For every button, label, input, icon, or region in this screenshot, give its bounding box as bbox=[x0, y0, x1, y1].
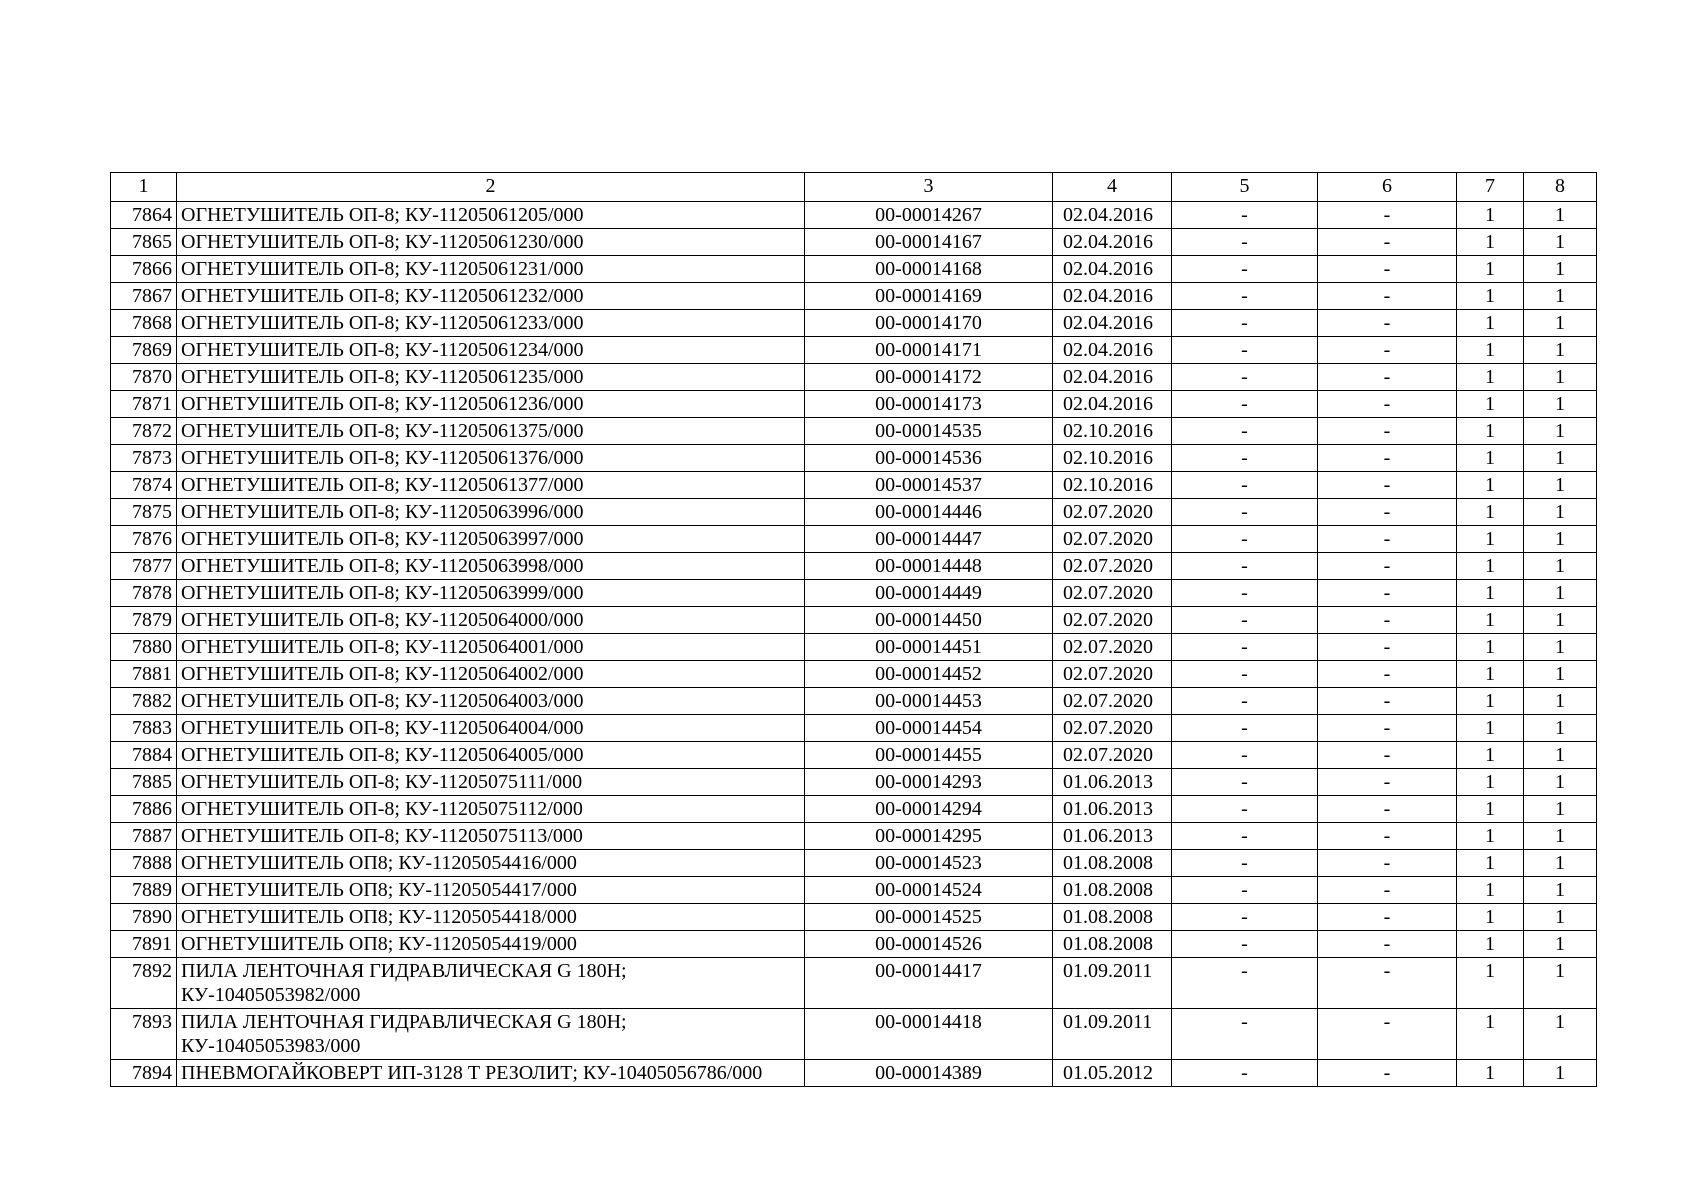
date-cell: 01.08.2008 bbox=[1053, 850, 1172, 877]
column-6-cell: - bbox=[1318, 418, 1457, 445]
column-7-cell: 1 bbox=[1457, 958, 1524, 1009]
row-number-cell: 7884 bbox=[111, 742, 177, 769]
table-row bbox=[111, 715, 1597, 742]
item-name-cell: ОГНЕТУШИТЕЛЬ ОП-8; КУ-11205063998/000 bbox=[177, 553, 805, 580]
table-header-row bbox=[111, 173, 1597, 202]
column-5-cell: - bbox=[1172, 1060, 1318, 1087]
inventory-number-cell: 00-00014417 bbox=[805, 958, 1053, 1009]
item-name-cell: ОГНЕТУШИТЕЛЬ ОП-8; КУ-11205061376/000 bbox=[177, 445, 805, 472]
column-header: 7 bbox=[1457, 173, 1524, 202]
column-7-cell: 1 bbox=[1457, 364, 1524, 391]
date-cell: 02.04.2016 bbox=[1053, 256, 1172, 283]
table-row bbox=[111, 607, 1597, 634]
item-name-cell: ОГНЕТУШИТЕЛЬ ОП8; КУ-11205054416/000 bbox=[177, 850, 805, 877]
table-row bbox=[111, 904, 1597, 931]
column-header: 6 bbox=[1318, 173, 1457, 202]
column-6-cell: - bbox=[1318, 337, 1457, 364]
column-5-cell: - bbox=[1172, 715, 1318, 742]
table-row bbox=[111, 877, 1597, 904]
date-cell: 02.04.2016 bbox=[1053, 283, 1172, 310]
table-row bbox=[111, 796, 1597, 823]
table-row bbox=[111, 202, 1597, 229]
inventory-number-cell: 00-00014450 bbox=[805, 607, 1053, 634]
column-8-cell: 1 bbox=[1524, 472, 1597, 499]
date-cell: 02.07.2020 bbox=[1053, 661, 1172, 688]
column-6-cell: - bbox=[1318, 931, 1457, 958]
column-7-cell: 1 bbox=[1457, 526, 1524, 553]
date-cell: 02.04.2016 bbox=[1053, 364, 1172, 391]
column-7-cell: 1 bbox=[1457, 796, 1524, 823]
inventory-number-cell: 00-00014454 bbox=[805, 715, 1053, 742]
table-row bbox=[111, 742, 1597, 769]
table-row bbox=[111, 283, 1597, 310]
item-name-cell: ОГНЕТУШИТЕЛЬ ОП-8; КУ-11205063997/000 bbox=[177, 526, 805, 553]
column-8-cell: 1 bbox=[1524, 526, 1597, 553]
column-6-cell: - bbox=[1318, 1009, 1457, 1060]
item-name-cell: ОГНЕТУШИТЕЛЬ ОП-8; КУ-11205061236/000 bbox=[177, 391, 805, 418]
date-cell: 02.07.2020 bbox=[1053, 607, 1172, 634]
column-6-cell: - bbox=[1318, 526, 1457, 553]
inventory-number-cell: 00-00014452 bbox=[805, 661, 1053, 688]
column-8-cell: 1 bbox=[1524, 364, 1597, 391]
column-8-cell: 1 bbox=[1524, 418, 1597, 445]
item-name-cell: ОГНЕТУШИТЕЛЬ ОП-8; КУ-11205075112/000 bbox=[177, 796, 805, 823]
date-cell: 02.04.2016 bbox=[1053, 202, 1172, 229]
column-5-cell: - bbox=[1172, 850, 1318, 877]
row-number-cell: 7874 bbox=[111, 472, 177, 499]
date-cell: 02.07.2020 bbox=[1053, 715, 1172, 742]
column-5-cell: - bbox=[1172, 742, 1318, 769]
column-5-cell: - bbox=[1172, 202, 1318, 229]
item-name-cell: ОГНЕТУШИТЕЛЬ ОП8; КУ-11205054417/000 bbox=[177, 877, 805, 904]
table-row bbox=[111, 499, 1597, 526]
row-number-cell: 7889 bbox=[111, 877, 177, 904]
table-row bbox=[111, 526, 1597, 553]
inventory-number-cell: 00-00014523 bbox=[805, 850, 1053, 877]
inventory-number-cell: 00-00014535 bbox=[805, 418, 1053, 445]
row-number-cell: 7891 bbox=[111, 931, 177, 958]
column-5-cell: - bbox=[1172, 607, 1318, 634]
column-6-cell: - bbox=[1318, 283, 1457, 310]
column-5-cell: - bbox=[1172, 877, 1318, 904]
column-7-cell: 1 bbox=[1457, 337, 1524, 364]
column-5-cell: - bbox=[1172, 553, 1318, 580]
inventory-number-cell: 00-00014449 bbox=[805, 580, 1053, 607]
column-6-cell: - bbox=[1318, 472, 1457, 499]
item-name-cell: ОГНЕТУШИТЕЛЬ ОП-8; КУ-11205061231/000 bbox=[177, 256, 805, 283]
date-cell: 02.07.2020 bbox=[1053, 634, 1172, 661]
date-cell: 02.04.2016 bbox=[1053, 391, 1172, 418]
column-7-cell: 1 bbox=[1457, 445, 1524, 472]
item-name-cell: ОГНЕТУШИТЕЛЬ ОП-8; КУ-11205064003/000 bbox=[177, 688, 805, 715]
column-8-cell: 1 bbox=[1524, 202, 1597, 229]
item-name-cell: ОГНЕТУШИТЕЛЬ ОП-8; КУ-11205061205/000 bbox=[177, 202, 805, 229]
item-name-cell: ОГНЕТУШИТЕЛЬ ОП-8; КУ-11205061230/000 bbox=[177, 229, 805, 256]
column-5-cell: - bbox=[1172, 418, 1318, 445]
table-row bbox=[111, 472, 1597, 499]
item-name-cell: ОГНЕТУШИТЕЛЬ ОП-8; КУ-11205075113/000 bbox=[177, 823, 805, 850]
row-number-cell: 7893 bbox=[111, 1009, 177, 1060]
inventory-number-cell: 00-00014170 bbox=[805, 310, 1053, 337]
row-number-cell: 7866 bbox=[111, 256, 177, 283]
column-5-cell: - bbox=[1172, 931, 1318, 958]
table-row bbox=[111, 958, 1597, 1009]
inventory-number-cell: 00-00014453 bbox=[805, 688, 1053, 715]
column-7-cell: 1 bbox=[1457, 688, 1524, 715]
inventory-number-cell: 00-00014448 bbox=[805, 553, 1053, 580]
column-7-cell: 1 bbox=[1457, 229, 1524, 256]
column-5-cell: - bbox=[1172, 526, 1318, 553]
table-row bbox=[111, 256, 1597, 283]
inventory-number-cell: 00-00014526 bbox=[805, 931, 1053, 958]
item-name-cell: ПИЛА ЛЕНТОЧНАЯ ГИДРАВЛИЧЕСКАЯ G 180H; КУ-10405053983/000 bbox=[177, 1009, 805, 1060]
column-7-cell: 1 bbox=[1457, 310, 1524, 337]
inventory-number-cell: 00-00014294 bbox=[805, 796, 1053, 823]
column-6-cell: - bbox=[1318, 229, 1457, 256]
item-name-cell: ОГНЕТУШИТЕЛЬ ОП-8; КУ-11205061234/000 bbox=[177, 337, 805, 364]
column-7-cell: 1 bbox=[1457, 850, 1524, 877]
column-7-cell: 1 bbox=[1457, 1060, 1524, 1087]
column-6-cell: - bbox=[1318, 823, 1457, 850]
date-cell: 01.09.2011 bbox=[1053, 1009, 1172, 1060]
date-cell: 01.08.2008 bbox=[1053, 904, 1172, 931]
item-name-cell: ОГНЕТУШИТЕЛЬ ОП-8; КУ-11205061375/000 bbox=[177, 418, 805, 445]
table-row bbox=[111, 661, 1597, 688]
item-name-cell: ОГНЕТУШИТЕЛЬ ОП-8; КУ-11205064002/000 bbox=[177, 661, 805, 688]
inventory-number-cell: 00-00014524 bbox=[805, 877, 1053, 904]
column-7-cell: 1 bbox=[1457, 715, 1524, 742]
column-7-cell: 1 bbox=[1457, 634, 1524, 661]
column-6-cell: - bbox=[1318, 256, 1457, 283]
column-8-cell: 1 bbox=[1524, 607, 1597, 634]
row-number-cell: 7886 bbox=[111, 796, 177, 823]
inventory-number-cell: 00-00014418 bbox=[805, 1009, 1053, 1060]
column-6-cell: - bbox=[1318, 310, 1457, 337]
row-number-cell: 7879 bbox=[111, 607, 177, 634]
column-5-cell: - bbox=[1172, 580, 1318, 607]
column-header: 3 bbox=[805, 173, 1053, 202]
table-row bbox=[111, 310, 1597, 337]
column-7-cell: 1 bbox=[1457, 1009, 1524, 1060]
column-8-cell: 1 bbox=[1524, 1009, 1597, 1060]
table-row bbox=[111, 634, 1597, 661]
column-6-cell: - bbox=[1318, 553, 1457, 580]
item-name-cell: ОГНЕТУШИТЕЛЬ ОП-8; КУ-11205064000/000 bbox=[177, 607, 805, 634]
table-row bbox=[111, 931, 1597, 958]
column-6-cell: - bbox=[1318, 742, 1457, 769]
inventory-number-cell: 00-00014167 bbox=[805, 229, 1053, 256]
column-8-cell: 1 bbox=[1524, 742, 1597, 769]
date-cell: 02.10.2016 bbox=[1053, 445, 1172, 472]
item-name-cell: ПИЛА ЛЕНТОЧНАЯ ГИДРАВЛИЧЕСКАЯ G 180H; КУ-10405053982/000 bbox=[177, 958, 805, 1009]
column-8-cell: 1 bbox=[1524, 769, 1597, 796]
date-cell: 02.04.2016 bbox=[1053, 310, 1172, 337]
inventory-number-cell: 00-00014537 bbox=[805, 472, 1053, 499]
inventory-number-cell: 00-00014267 bbox=[805, 202, 1053, 229]
column-5-cell: - bbox=[1172, 661, 1318, 688]
column-5-cell: - bbox=[1172, 472, 1318, 499]
column-5-cell: - bbox=[1172, 796, 1318, 823]
table-row bbox=[111, 445, 1597, 472]
row-number-cell: 7871 bbox=[111, 391, 177, 418]
column-7-cell: 1 bbox=[1457, 607, 1524, 634]
date-cell: 01.09.2011 bbox=[1053, 958, 1172, 1009]
row-number-cell: 7894 bbox=[111, 1060, 177, 1087]
item-name-cell: ОГНЕТУШИТЕЛЬ ОП-8; КУ-11205061233/000 bbox=[177, 310, 805, 337]
column-8-cell: 1 bbox=[1524, 850, 1597, 877]
date-cell: 01.06.2013 bbox=[1053, 823, 1172, 850]
column-8-cell: 1 bbox=[1524, 445, 1597, 472]
date-cell: 01.08.2008 bbox=[1053, 931, 1172, 958]
inventory-number-cell: 00-00014455 bbox=[805, 742, 1053, 769]
row-number-cell: 7892 bbox=[111, 958, 177, 1009]
row-number-cell: 7865 bbox=[111, 229, 177, 256]
row-number-cell: 7887 bbox=[111, 823, 177, 850]
column-6-cell: - bbox=[1318, 877, 1457, 904]
column-7-cell: 1 bbox=[1457, 256, 1524, 283]
column-7-cell: 1 bbox=[1457, 472, 1524, 499]
date-cell: 01.05.2012 bbox=[1053, 1060, 1172, 1087]
inventory-number-cell: 00-00014173 bbox=[805, 391, 1053, 418]
item-name-cell: ПНЕВМОГАЙКОВЕРТ ИП-3128 Т РЕЗОЛИТ; КУ-10405056786/000 bbox=[177, 1060, 805, 1087]
column-8-cell: 1 bbox=[1524, 283, 1597, 310]
item-name-cell: ОГНЕТУШИТЕЛЬ ОП-8; КУ-11205064005/000 bbox=[177, 742, 805, 769]
row-number-cell: 7881 bbox=[111, 661, 177, 688]
table-row bbox=[111, 850, 1597, 877]
table-row bbox=[111, 391, 1597, 418]
table-body bbox=[111, 173, 1597, 1087]
column-7-cell: 1 bbox=[1457, 418, 1524, 445]
column-6-cell: - bbox=[1318, 661, 1457, 688]
row-number-cell: 7888 bbox=[111, 850, 177, 877]
item-name-cell: ОГНЕТУШИТЕЛЬ ОП-8; КУ-11205075111/000 bbox=[177, 769, 805, 796]
date-cell: 01.06.2013 bbox=[1053, 796, 1172, 823]
column-6-cell: - bbox=[1318, 202, 1457, 229]
column-5-cell: - bbox=[1172, 688, 1318, 715]
row-number-cell: 7883 bbox=[111, 715, 177, 742]
row-number-cell: 7885 bbox=[111, 769, 177, 796]
column-6-cell: - bbox=[1318, 445, 1457, 472]
column-6-cell: - bbox=[1318, 634, 1457, 661]
date-cell: 02.07.2020 bbox=[1053, 580, 1172, 607]
date-cell: 02.07.2020 bbox=[1053, 688, 1172, 715]
item-name-cell: ОГНЕТУШИТЕЛЬ ОП-8; КУ-11205061235/000 bbox=[177, 364, 805, 391]
date-cell: 02.10.2016 bbox=[1053, 472, 1172, 499]
item-name-cell: ОГНЕТУШИТЕЛЬ ОП-8; КУ-11205064001/000 bbox=[177, 634, 805, 661]
column-6-cell: - bbox=[1318, 796, 1457, 823]
column-8-cell: 1 bbox=[1524, 553, 1597, 580]
column-7-cell: 1 bbox=[1457, 742, 1524, 769]
column-5-cell: - bbox=[1172, 364, 1318, 391]
date-cell: 02.04.2016 bbox=[1053, 229, 1172, 256]
row-number-cell: 7867 bbox=[111, 283, 177, 310]
column-5-cell: - bbox=[1172, 445, 1318, 472]
column-6-cell: - bbox=[1318, 958, 1457, 1009]
date-cell: 02.07.2020 bbox=[1053, 526, 1172, 553]
column-header: 4 bbox=[1053, 173, 1172, 202]
table-row bbox=[111, 688, 1597, 715]
column-header: 2 bbox=[177, 173, 805, 202]
column-6-cell: - bbox=[1318, 769, 1457, 796]
column-5-cell: - bbox=[1172, 229, 1318, 256]
column-8-cell: 1 bbox=[1524, 391, 1597, 418]
column-6-cell: - bbox=[1318, 391, 1457, 418]
inventory-number-cell: 00-00014169 bbox=[805, 283, 1053, 310]
column-7-cell: 1 bbox=[1457, 499, 1524, 526]
row-number-cell: 7873 bbox=[111, 445, 177, 472]
column-6-cell: - bbox=[1318, 1060, 1457, 1087]
column-8-cell: 1 bbox=[1524, 256, 1597, 283]
item-name-cell: ОГНЕТУШИТЕЛЬ ОП8; КУ-11205054418/000 bbox=[177, 904, 805, 931]
date-cell: 02.07.2020 bbox=[1053, 499, 1172, 526]
item-name-cell: ОГНЕТУШИТЕЛЬ ОП-8; КУ-11205064004/000 bbox=[177, 715, 805, 742]
column-7-cell: 1 bbox=[1457, 823, 1524, 850]
column-7-cell: 1 bbox=[1457, 580, 1524, 607]
column-5-cell: - bbox=[1172, 310, 1318, 337]
inventory-number-cell: 00-00014536 bbox=[805, 445, 1053, 472]
inventory-number-cell: 00-00014293 bbox=[805, 769, 1053, 796]
inventory-number-cell: 00-00014525 bbox=[805, 904, 1053, 931]
table-row bbox=[111, 364, 1597, 391]
column-7-cell: 1 bbox=[1457, 877, 1524, 904]
column-5-cell: - bbox=[1172, 499, 1318, 526]
table-row bbox=[111, 1009, 1597, 1060]
column-8-cell: 1 bbox=[1524, 688, 1597, 715]
row-number-cell: 7878 bbox=[111, 580, 177, 607]
column-8-cell: 1 bbox=[1524, 580, 1597, 607]
column-8-cell: 1 bbox=[1524, 877, 1597, 904]
inventory-number-cell: 00-00014447 bbox=[805, 526, 1053, 553]
row-number-cell: 7870 bbox=[111, 364, 177, 391]
date-cell: 02.07.2020 bbox=[1053, 742, 1172, 769]
column-6-cell: - bbox=[1318, 904, 1457, 931]
column-8-cell: 1 bbox=[1524, 715, 1597, 742]
column-5-cell: - bbox=[1172, 1009, 1318, 1060]
column-6-cell: - bbox=[1318, 580, 1457, 607]
inventory-number-cell: 00-00014171 bbox=[805, 337, 1053, 364]
item-name-cell: ОГНЕТУШИТЕЛЬ ОП-8; КУ-11205063999/000 bbox=[177, 580, 805, 607]
row-number-cell: 7890 bbox=[111, 904, 177, 931]
column-8-cell: 1 bbox=[1524, 931, 1597, 958]
date-cell: 02.07.2020 bbox=[1053, 553, 1172, 580]
inventory-number-cell: 00-00014451 bbox=[805, 634, 1053, 661]
table-row bbox=[111, 418, 1597, 445]
item-name-cell: ОГНЕТУШИТЕЛЬ ОП-8; КУ-11205061232/000 bbox=[177, 283, 805, 310]
column-7-cell: 1 bbox=[1457, 553, 1524, 580]
table-row bbox=[111, 1060, 1597, 1087]
column-header: 1 bbox=[111, 173, 177, 202]
row-number-cell: 7868 bbox=[111, 310, 177, 337]
table-row bbox=[111, 553, 1597, 580]
row-number-cell: 7876 bbox=[111, 526, 177, 553]
column-5-cell: - bbox=[1172, 391, 1318, 418]
date-cell: 01.08.2008 bbox=[1053, 877, 1172, 904]
column-5-cell: - bbox=[1172, 904, 1318, 931]
row-number-cell: 7882 bbox=[111, 688, 177, 715]
column-7-cell: 1 bbox=[1457, 931, 1524, 958]
column-7-cell: 1 bbox=[1457, 904, 1524, 931]
column-5-cell: - bbox=[1172, 337, 1318, 364]
column-8-cell: 1 bbox=[1524, 958, 1597, 1009]
item-name-cell: ОГНЕТУШИТЕЛЬ ОП8; КУ-11205054419/000 bbox=[177, 931, 805, 958]
column-6-cell: - bbox=[1318, 850, 1457, 877]
table-row bbox=[111, 337, 1597, 364]
row-number-cell: 7864 bbox=[111, 202, 177, 229]
column-5-cell: - bbox=[1172, 283, 1318, 310]
column-5-cell: - bbox=[1172, 256, 1318, 283]
table-row bbox=[111, 769, 1597, 796]
column-8-cell: 1 bbox=[1524, 796, 1597, 823]
column-5-cell: - bbox=[1172, 634, 1318, 661]
column-8-cell: 1 bbox=[1524, 337, 1597, 364]
column-8-cell: 1 bbox=[1524, 1060, 1597, 1087]
inventory-number-cell: 00-00014446 bbox=[805, 499, 1053, 526]
table-row bbox=[111, 580, 1597, 607]
column-8-cell: 1 bbox=[1524, 823, 1597, 850]
item-name-cell: ОГНЕТУШИТЕЛЬ ОП-8; КУ-11205063996/000 bbox=[177, 499, 805, 526]
inventory-table bbox=[110, 172, 1597, 1087]
column-header: 8 bbox=[1524, 173, 1597, 202]
date-cell: 02.04.2016 bbox=[1053, 337, 1172, 364]
column-8-cell: 1 bbox=[1524, 634, 1597, 661]
column-7-cell: 1 bbox=[1457, 661, 1524, 688]
inventory-number-cell: 00-00014389 bbox=[805, 1060, 1053, 1087]
table-row bbox=[111, 823, 1597, 850]
column-6-cell: - bbox=[1318, 364, 1457, 391]
inventory-number-cell: 00-00014172 bbox=[805, 364, 1053, 391]
date-cell: 02.10.2016 bbox=[1053, 418, 1172, 445]
column-6-cell: - bbox=[1318, 715, 1457, 742]
column-5-cell: - bbox=[1172, 823, 1318, 850]
row-number-cell: 7875 bbox=[111, 499, 177, 526]
column-7-cell: 1 bbox=[1457, 769, 1524, 796]
column-5-cell: - bbox=[1172, 769, 1318, 796]
inventory-number-cell: 00-00014295 bbox=[805, 823, 1053, 850]
column-8-cell: 1 bbox=[1524, 310, 1597, 337]
column-6-cell: - bbox=[1318, 607, 1457, 634]
column-8-cell: 1 bbox=[1524, 229, 1597, 256]
column-7-cell: 1 bbox=[1457, 391, 1524, 418]
column-5-cell: - bbox=[1172, 958, 1318, 1009]
row-number-cell: 7872 bbox=[111, 418, 177, 445]
row-number-cell: 7877 bbox=[111, 553, 177, 580]
row-number-cell: 7869 bbox=[111, 337, 177, 364]
column-8-cell: 1 bbox=[1524, 499, 1597, 526]
column-header: 5 bbox=[1172, 173, 1318, 202]
inventory-number-cell: 00-00014168 bbox=[805, 256, 1053, 283]
column-7-cell: 1 bbox=[1457, 283, 1524, 310]
date-cell: 01.06.2013 bbox=[1053, 769, 1172, 796]
row-number-cell: 7880 bbox=[111, 634, 177, 661]
item-name-cell: ОГНЕТУШИТЕЛЬ ОП-8; КУ-11205061377/000 bbox=[177, 472, 805, 499]
column-8-cell: 1 bbox=[1524, 904, 1597, 931]
column-6-cell: - bbox=[1318, 688, 1457, 715]
column-8-cell: 1 bbox=[1524, 661, 1597, 688]
table-row bbox=[111, 229, 1597, 256]
column-7-cell: 1 bbox=[1457, 202, 1524, 229]
column-6-cell: - bbox=[1318, 499, 1457, 526]
